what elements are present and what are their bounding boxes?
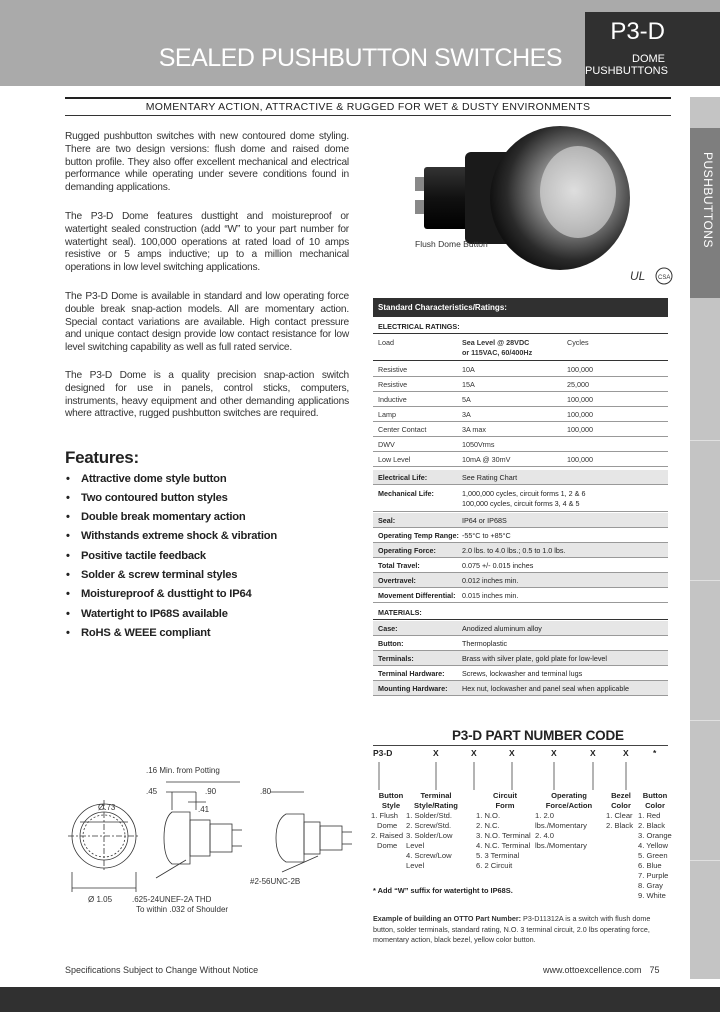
pn-column-button-color: Button Color 1. Red 2. Black 3. Orange 4. Yellow 5. Green 6. Blue 7. Purple 8. Gray 9. White	[638, 791, 672, 900]
materials-heading: MATERIALS:	[373, 605, 668, 620]
feature-item: • Watertight to IP68S available	[66, 608, 228, 620]
feature-item: • Attractive dome style button	[66, 473, 227, 485]
material-row: Terminals: Brass with silver plate, gold plate for low-level	[373, 651, 668, 666]
page-title: SEALED PUSHBUTTON SWITCHES	[158, 44, 562, 72]
feature-item: • Positive tactile feedback	[66, 550, 206, 562]
spec-header-row: Load Sea Level @ 28VDC or 115VAC, 60/400Hz Cycles	[373, 335, 668, 361]
dim-label: Ø 1.05	[88, 895, 113, 904]
page-number: 75	[649, 965, 660, 975]
pn-code: X	[509, 748, 515, 758]
footer-site: www.ottoexcellence.com 75	[543, 965, 660, 975]
photo-caption: Flush Dome Button	[415, 239, 488, 249]
feature-item: • Moistureproof & dusttight to IP64	[66, 588, 252, 600]
electrical-row: Center Contact 3A max 100,000	[373, 422, 668, 437]
spec-row: Total Travel: 0.075 +/- 0.015 inches	[373, 558, 668, 573]
pn-column-bezel-color: Bezel Color 1. Clear 2. Black	[606, 791, 634, 830]
spec-row: Operating Force: 2.0 lbs. to 4.0 lbs.; 0.5 to 1.0 lbs.	[373, 543, 668, 558]
part-number-divider	[373, 745, 668, 746]
product-tag	[585, 12, 720, 86]
electrical-heading: ELECTRICAL RATINGS:	[373, 319, 668, 334]
dim-label: Ø.73	[98, 803, 116, 812]
spec-row: Movement Differential: 0.015 inches min.	[373, 588, 668, 603]
features-title: Features:	[65, 448, 139, 467]
electrical-row: DWV 1050Vrms	[373, 437, 668, 452]
feature-item: • Two contoured button styles	[66, 492, 228, 504]
side-tab-divider	[690, 580, 720, 581]
intro-paragraph-1: Rugged pushbutton switches with new contoured dome styling. There are two design versions: flush dome and raised dome button profile. They also offer excellent mechanical and electrical performance while operating under severe conditions found in demanding applications.	[65, 131, 349, 194]
pn-code-suffix: *	[653, 748, 657, 758]
dim-label: #2-56UNC-2B	[250, 877, 301, 886]
product-sub-line-2: PUSHBUTTONS	[585, 65, 668, 77]
electrical-row: Lamp 3A 100,000	[373, 407, 668, 422]
product-photo	[410, 112, 650, 312]
pn-column-circuit-form: Circuit Form 1. N.O. 2. N.C. 3. N.O. Terminal 4. N.C. Terminal 5. 3 Terminal 6. 2 Circuit	[476, 791, 531, 870]
part-number-connectors	[373, 760, 673, 792]
bottom-bar	[0, 987, 720, 1012]
part-number-note: * Add “W” suffix for watertight to IP68S.	[373, 886, 513, 895]
side-tab-label: PUSHBUTTONS	[701, 152, 715, 248]
dim-label: .16 Min. from Potting	[146, 766, 220, 775]
electrical-row: Inductive 5A 100,000	[373, 392, 668, 407]
dim-label: .90	[205, 787, 217, 796]
pn-code-prefix: P3-D	[373, 748, 393, 758]
pn-code: X	[590, 748, 596, 758]
electrical-row: Resistive 10A 100,000	[373, 362, 668, 377]
mechanical-life-row: Mechanical Life: 1,000,000 cycles, circuit forms 1, 2 & 6 100,000 cycles, circuit forms 3, 4 & 5	[373, 486, 668, 512]
material-row: Button: Thermoplastic	[373, 636, 668, 651]
part-number-example: Example of building an OTTO Part Number: P3-D11312A is a switch with flush dome button, solder terminals, standard rating, N.O. 3 terminal circuit, 2.0 lbs operating force, momentary action, black bezel, yellow color button.	[373, 914, 651, 944]
spec-title: Standard Characteristics/Ratings:	[373, 298, 668, 317]
electrical-row: Low Level 10mA @ 30mV 100,000	[373, 452, 668, 467]
intro-paragraph-4: The P3-D Dome is a quality precision snap-action switch designed for use in panels, control sticks, computers, instruments, heavy equipment and other demanding applications where attractive, rugged pushbutton switches are required.	[65, 370, 349, 420]
pn-code: X	[623, 748, 629, 758]
feature-item: • Double break momentary action	[66, 511, 246, 523]
ul-mark: UL	[630, 269, 646, 283]
electrical-row: Resistive 15A 25,000	[373, 377, 668, 392]
side-tab-divider	[690, 860, 720, 861]
material-row: Mounting Hardware: Hex nut, lockwasher and panel seal when applicable	[373, 681, 668, 696]
part-number-title: P3-D PART NUMBER CODE	[452, 728, 624, 743]
spec-row: Overtravel: 0.012 inches min.	[373, 573, 668, 588]
dimension-drawing	[60, 760, 360, 920]
product-sub-line-1: DOME	[632, 53, 665, 65]
feature-item: • Withstands extreme shock & vibration	[66, 530, 277, 542]
footer-disclaimer: Specifications Subject to Change Without Notice	[65, 965, 259, 975]
dim-label: To within .032 of Shoulder	[136, 905, 229, 914]
dim-label: .41	[198, 805, 210, 814]
pn-column-button-style: Button Style 1. Flush Dome 2. Raised Dome	[371, 791, 404, 850]
dim-label: .80	[260, 787, 272, 796]
pn-code: X	[433, 748, 439, 758]
product-subtitle	[585, 53, 668, 77]
dim-label: .625-24UNEF-2A THD	[132, 895, 212, 904]
intro-paragraph-3: The P3-D Dome is available in standard and low operating force double break snap-action models. All are momentary action. Special contact variations are available. High contact pressure and unique contact design provide low contact resistance for low level switching capability as well as full rated service.	[65, 291, 349, 354]
csa-mark: CSA	[658, 275, 671, 281]
electrical-life-row: Electrical Life: See Rating Chart	[373, 470, 668, 485]
pn-column-terminal-style: Terminal Style/Rating 1. Solder/Std. 2. Screw/Std. 3. Solder/Low Level 4. Screw/Low Level	[406, 791, 458, 870]
material-row: Case: Anodized aluminum alloy	[373, 621, 668, 636]
certification-marks	[628, 266, 674, 286]
intro-paragraph-2: The P3-D Dome features dusttight and moistureproof or watertight sealed construction (add “W” to your part number for watertight seal). 100,000 operations at rated load of 10 amps resistive or 5 amps inductive; up to a million mechanical operations in low level switching applications.	[65, 211, 349, 274]
feature-item: • Solder & screw terminal styles	[66, 569, 238, 581]
pn-code: X	[471, 748, 477, 758]
product-code: P3-D	[610, 18, 665, 45]
side-tab-divider	[690, 440, 720, 441]
feature-item: • RoHS & WEEE compliant	[66, 627, 211, 639]
dim-label: .45	[146, 787, 158, 796]
spec-row: Operating Temp Range: -55°C to +85°C	[373, 528, 668, 543]
material-row: Terminal Hardware: Screws, lockwasher and terminal lugs	[373, 666, 668, 681]
pn-code: X	[551, 748, 557, 758]
side-tab-divider	[690, 720, 720, 721]
spec-row: Seal: IP64 or IP68S	[373, 513, 668, 528]
pn-column-operating-force: Operating Force/Action 1. 2.0 lbs./Momentary 2. 4.0 lbs./Momentary	[535, 791, 593, 850]
tagline: MOMENTARY ACTION, ATTRACTIVE & RUGGED FOR WET & DUSTY ENVIRONMENTS	[65, 97, 671, 116]
